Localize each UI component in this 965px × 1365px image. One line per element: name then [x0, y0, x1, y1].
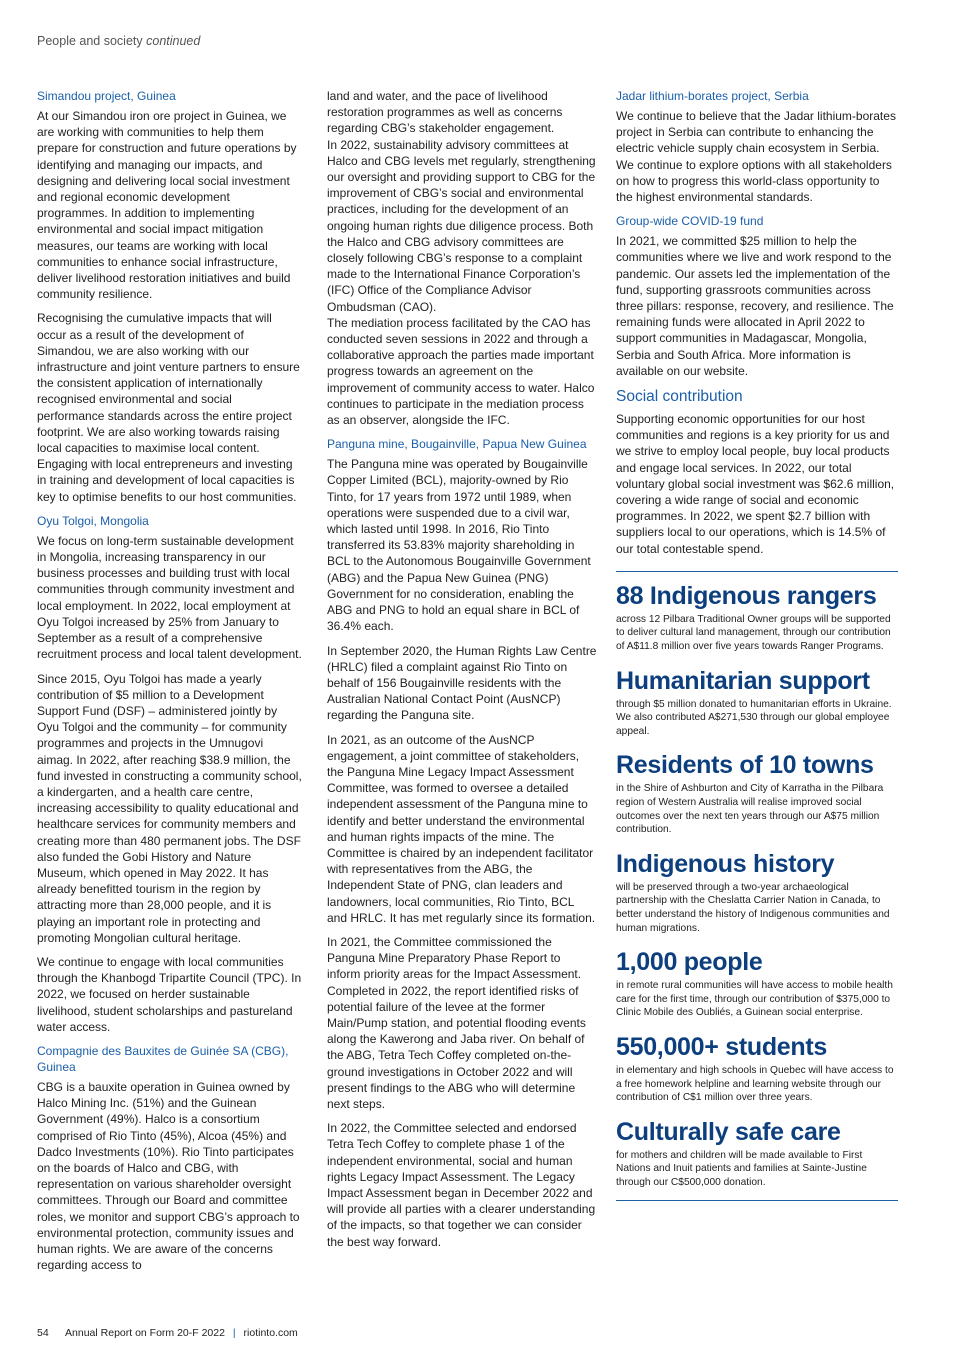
divider-top: [616, 571, 898, 572]
stat-indigenous-history: [616, 848, 898, 935]
paragraph: The mediation process facilitated by the CAO has conducted seven sessions in 2022 and through a collaborative approach the parties made important progress towards an agreement on the improvement of community access to water. Halco continues to participate in the mediation process as an observer, alongside the IFC.: [327, 315, 595, 428]
stat-text: will be preserved through a two-year archaeological partnership with the Cheslatta Carrier Nation in Canada, to better understand the history of Indigenous communities and human migrations.: [616, 881, 890, 934]
stat-text: across 12 Pilbara Traditional Owner groups will be supported to deliver cultural land management, through our contribution of A$11.8 million over five years towards Ranger Programs.: [616, 613, 891, 653]
stat-people: [616, 946, 898, 1020]
paragraph: CBG is a bauxite operation in Guinea owned by Halco Mining Inc. (51%) and the Guinean Government (49%). Halco is a consortium comprised of Rio Tinto (45%), Alcoa (45%) and Dadco Investments (10%). Rio Tinto participates on the boards of Halco and CBG, with representation on various shareholder oversight committees. Through our Board and committee roles, we monitor and support CBG’s approach to environmental protection, community issues and human rights. We are aware of the concerns regarding access to: [37, 1079, 300, 1273]
header-continued: continued: [146, 34, 201, 48]
report-title: Annual Report on Form 20-F 2022: [65, 1327, 225, 1339]
stat-rangers: [616, 580, 898, 654]
paragraph: Recognising the cumulative impacts that will occur as a result of the development of Simandou, we are also working with our infrastructure and joint venture partners to ensure the consistent application of internationally recognised environmental and social performance standards across the entire project footprint. We are also working towards raising local capacities to maximise local content. Engaging with local entrepreneurs and investing in training and development of local capacities is key to optimise benefits to our host communities.: [37, 311, 300, 504]
column-middle: [327, 88, 597, 1258]
subheading-cbg: Compagnie des Bauxites de Guinée SA (CBG), Guinea: [37, 1043, 289, 1074]
divider-bottom: [616, 1200, 898, 1201]
paragraph: In 2022, sustainability advisory committees at Halco and CBG levels met regularly, strengthening our oversight and providing support to CBG for the improvement of CBG’s social and environmental practices, including for the development of an ongoing human rights due diligence process. Both the Halco and CBG advisory committees are closely following CBG’s response to a complaint made to the International Finance Corporation’s (IFC) Office of the Compliance Advisor Ombudsman (CAO).: [327, 137, 596, 314]
page-number: 54: [37, 1327, 49, 1339]
paragraph: The Panguna mine was operated by Bougainville Copper Limited (BCL), majority-owned by Rio Tinto, for 17 years from 1972 until 1989, when operations were suspended due to a civil war, which lasted until 1998. In 2016, Rio Tinto transferred its 53.83% majority shareholding in BCL to the Autonomous Bougainville Government (ABG) and the Papua New Guinea (PNG) Government for no consideration, enabling the ABG and PNG to hold an equal share in BCL of 36.4% each.: [327, 457, 591, 634]
paragraph: We focus on long-term sustainable development in Mongolia, increasing transparency in our business processes and building trust with local communities through community investment and local employment. In 2022, local employment at Oyu Tolgoi increased by 25% from January to September as a result of a comprehensive recruitment process and local talent development.: [37, 533, 302, 662]
paragraph: We continue to engage with local communities through the Khanbogd Tripartite Council (TPC). In 2022, we focused on herder sustainable livelihood, student scholarships and pastureland water access.: [37, 954, 302, 1034]
page-header: [37, 34, 200, 48]
paragraph: In 2021, we committed $25 million to help the communities where we live and work respond to the pandemic. Our assets led the implementation of the fund, supporting grassroots communities across three pillars: response, recovery, and resilience. The remaining funds were allocated in April 2022 to support communities in Madagascar, Mongolia, Serbia and South Africa. More information is available on our website.: [616, 234, 894, 378]
stat-text: for mothers and children will be made available to First Nations and Inuit patients and families at Sainte-Justine through our C$500,000 donation.: [616, 1149, 867, 1188]
stat-title: Indigenous history: [616, 849, 835, 878]
stat-text: through $5 million donated to humanitarian efforts in Ukraine. We also contributed A$271,530 through our global employee appeal.: [616, 698, 892, 737]
stat-towns: [616, 749, 898, 836]
paragraph: In 2022, the Committee selected and endorsed Tetra Tech Coffey to complete phase 1 of the independent environmental, social and human rights Legacy Impact Assessment. The Legacy Impact Assessment began in December 2022 and will provide all parties with a clearer understanding of the impacts, so that together we can consider the best way forward.: [327, 1121, 596, 1249]
paragraph: In 2021, as an outcome of the AusNCP engagement, a joint committee of stakeholders, the Panguna Mine Legacy Impact Assessment Committee, was formed to oversee a detailed independent assessment of the Panguna mine to identify and better understand the environmental and human rights impacts of the mine. The Committee is chaired by an independent facilitator with representatives from the ABG, the Independent State of PNG, clan leaders and landowners, local communities, Rio Tinto, BCL and HRLC. It has met regularly since its formation.: [327, 732, 596, 925]
stat-title: Humanitarian support: [616, 666, 870, 695]
stat-text: in remote rural communities will have access to mobile health care for the first time, through our contribution of $375,000 to Clinic Mobile des Oubliés, a Guinean social enterprise.: [616, 980, 893, 1019]
stat-humanitarian: [616, 665, 898, 739]
stat-title: 88 Indigenous rangers: [616, 581, 877, 610]
header-section: People and society: [37, 34, 143, 48]
stat-title: 550,000+ students: [616, 1032, 827, 1061]
subheading-jadar: Jadar lithium-borates project, Serbia: [616, 89, 809, 103]
subheading-oyu-tolgoi: Oyu Tolgoi, Mongolia: [37, 513, 149, 528]
stat-text: in elementary and high schools in Quebec will have access to a free homework helpline and learning website through our contribution of C$1 million over three years.: [616, 1064, 894, 1104]
website-link[interactable]: riotinto.com: [243, 1327, 298, 1339]
paragraph: Supporting economic opportunities for our host communities and regions is a key priority for us and we strive to employ local people, buy local products and engage local services. In 2022, our total voluntary global social investment was $62.6 million, covering a wide range of social and economic programmes. In 2022, we spent $2.7 billion with suppliers local to our operations, which is 14.5% of our total contestable spend.: [616, 412, 895, 556]
paragraph: land and water, and the pace of livelihood restoration programmes as well as concerns regarding CBG’s stakeholder engagement.: [327, 89, 563, 136]
section-heading-social-contribution: Social contribution: [616, 388, 743, 406]
stat-students: [616, 1031, 898, 1105]
paragraph: We continue to believe that the Jadar lithium-borates project in Serbia can contribute to enhancing the electric vehicle supply chain ecosystem in Serbia. We continue to explore options with all stakeholders on how to progress this world-class opportunity to the highest environmental standards.: [616, 109, 896, 205]
stat-title: Residents of 10 towns: [616, 751, 874, 780]
footer-separator: |: [232, 1327, 236, 1339]
subheading-panguna: Panguna mine, Bougainville, Papua New Guinea: [327, 437, 587, 452]
page-footer: [37, 1327, 298, 1339]
stat-title: 1,000 people: [616, 948, 763, 977]
subheading-simandou: Simandou project, Guinea: [37, 89, 176, 103]
paragraph: Since 2015, Oyu Tolgoi has made a yearly contribution of $5 million to a Development Support Fund (DSF) – administered jointly by Oyu Tolgoi and the community – for community programmes and projects in the Umnugovi aimag. In 2022, after reaching $38.9 million, the fund invested in constructing a community school, a kindergarten, and a health care centre, increasing accessibility to quality educational and healthcare services for community members and creating more than 480 permanent jobs. The DSF also funded the Gobi History and Nature Museum, which opened in May 2022. It has already benefitted tourism in the region by attracting more than 28,000 people, and it is playing an important role in protecting and promoting Mongolian cultural heritage.: [37, 671, 302, 945]
column-left: [37, 88, 302, 1281]
subheading-covid-fund: Group-wide COVID-19 fund: [616, 214, 764, 229]
paragraph: In September 2020, the Human Rights Law Centre (HRLC) filed a complaint against Rio Tinto on behalf of 156 Bougainville residents with the Australian National Contact Point (AusNCP) regarding the Panguna site.: [327, 643, 597, 723]
paragraph: At our Simandou iron ore project in Guinea, we are working with communities to help them prepare for construction and future operations by identifying and managing our impacts, and designing and delivering local social investment and regional economic development programmes. In addition to implementing environmental and social impact mitigation measures, our teams are working with local communities to enhance social infrastructure, deliver livelihood restoration initiatives and build community resilience.: [37, 109, 297, 302]
stat-title: Culturally safe care: [616, 1117, 841, 1146]
stat-text: in the Shire of Ashburton and City of Karratha in the Pilbara region of Western Australia will realise improved social outcomes over the next ten years through our A$75 million contribution.: [616, 783, 884, 836]
column-right: [616, 88, 898, 1201]
paragraph: In 2021, the Committee commissioned the Panguna Mine Preparatory Phase Report to inform priority areas for the Impact Assessment. Completed in 2022, the report identified risks of potential failure of the levee at the former Main/Pump station, and potential flooding events along the Kawerong and Jaba river. On behalf of the ABG, Tetra Tech Coffey completed on-the-ground investigations in October 2022 and will present findings to the ABG who will determine next steps.: [327, 934, 586, 1111]
stat-care: [616, 1116, 898, 1190]
